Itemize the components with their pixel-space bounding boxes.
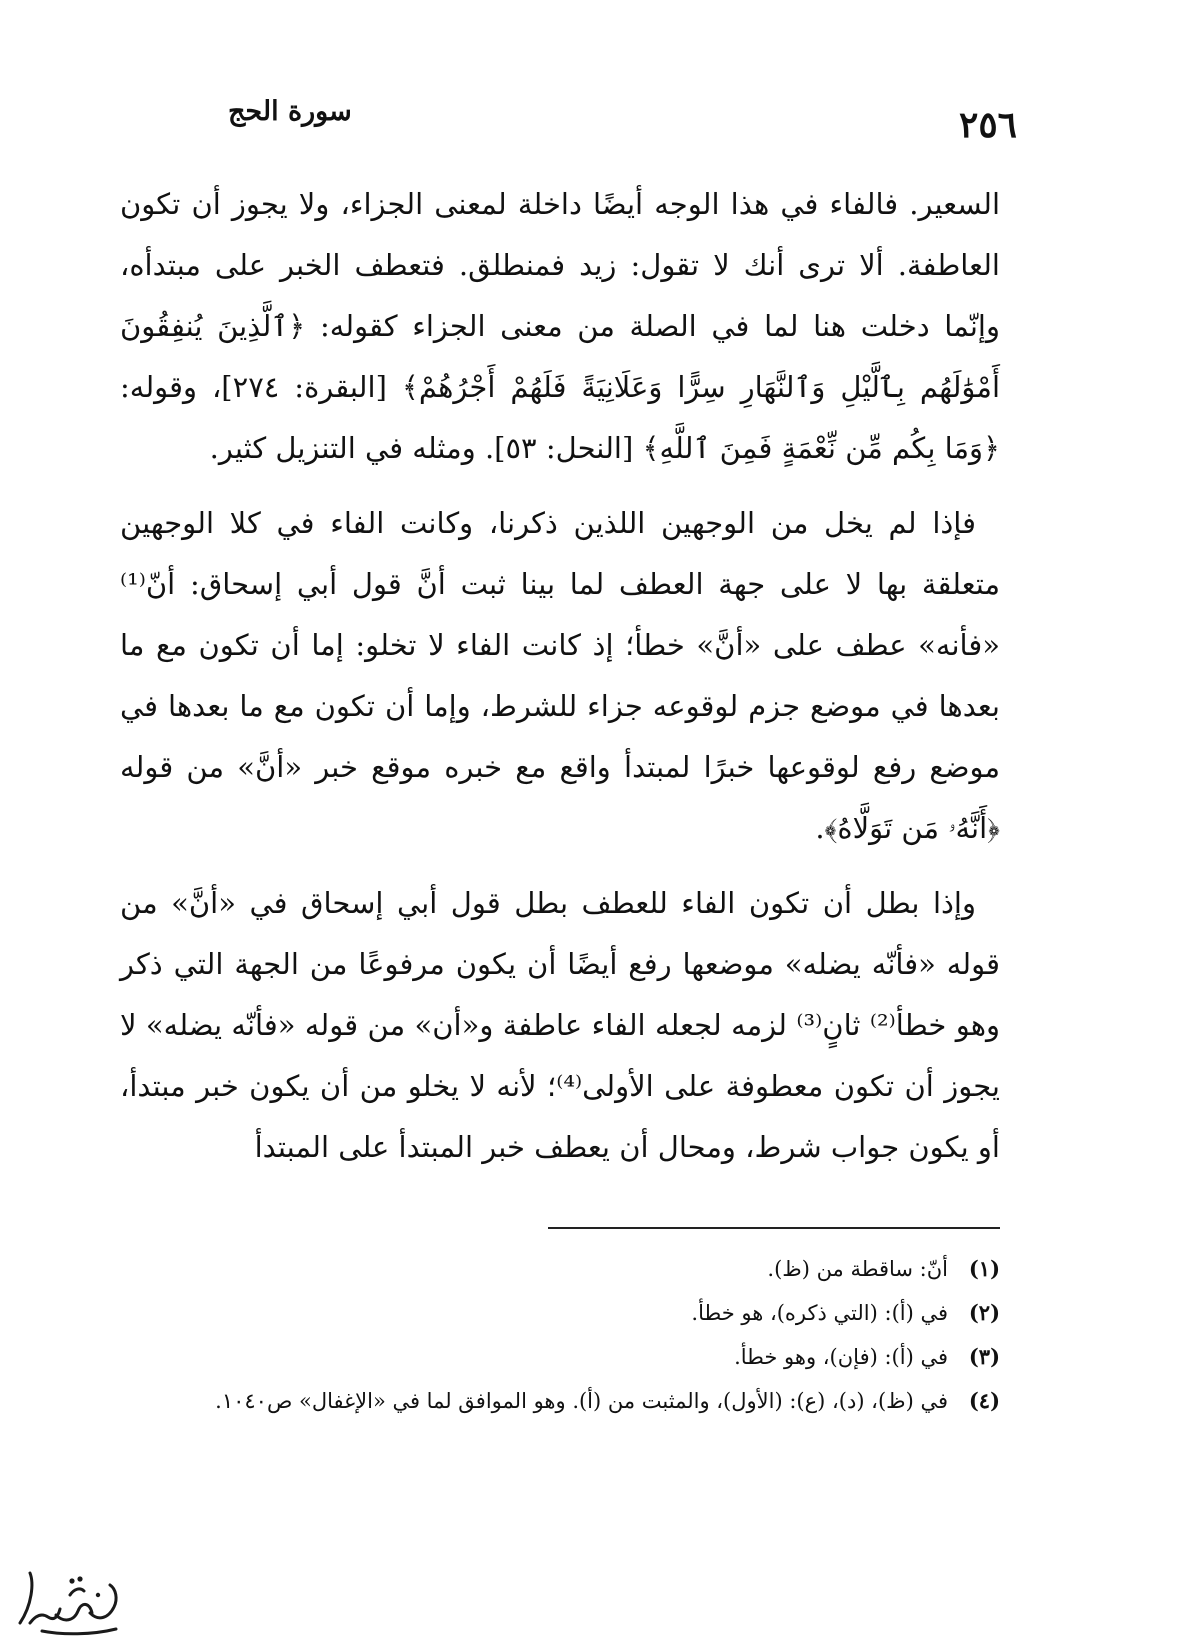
footnote-separator	[548, 1227, 1000, 1229]
footnote-text: أنّ: ساقطة من (ظ).	[767, 1257, 948, 1281]
footnote-number: (٤)	[968, 1388, 1000, 1413]
footnote-number: (١)	[968, 1256, 1000, 1281]
paragraph-3: وإذا بطل أن تكون الفاء للعطف بطل قول أبي إسحاق في «أنَّ» من قوله «فأنّه يضله» موضعها رفع أيضًا أن يكون مرفوعًا من الجهة التي ذكر وهو خطأ⁽²⁾ ثانٍ⁽³⁾ لزمه لجعله الفاء عاطفة و«أن» من قوله «فأنّه يضله» لا يجوز أن تكون معطوفة على الأولى⁽⁴⁾؛ لأنه لا يخلو من أن يكون خبر مبتدأ، أو يكون جواب شرط، ومحال أن يعطف خبر المبتدأ على المبتدأ	[120, 886, 1000, 1164]
footnote-2	[120, 1291, 1000, 1335]
library-logo-icon	[12, 1565, 124, 1639]
footnote-3	[120, 1335, 1000, 1379]
paragraph-2: فإذا لم يخل من الوجهين اللذين ذكرنا، وكانت الفاء في كلا الوجهين متعلقة بها لا على جهة العطف لما بينا ثبت أنَّ قول أبي إسحاق: أنّ⁽¹⁾ «فأنه» عطف على «أنَّ» خطأ؛ إذ كانت الفاء لا تخلو: إما أن تكون مع ما بعدها في موضع جزم لوقوعه جزاء للشرط، وإما أن تكون مع ما بعدها في موضع رفع لوقوعها خبرًا لمبتدأ واقع مع خبره موقع خبر «أنَّ» من قوله ﴿أَنَّهُۥ مَن تَوَلَّاهُ﴾.	[120, 506, 1000, 845]
paragraph-1: السعير. فالفاء في هذا الوجه أيضًا داخلة لمعنى الجزاء، ولا يجوز أن تكون العاطفة. ألا ترى أنك لا تقول: زيد فمنطلق. فتعطف الخبر على مبتدأه، وإنّما دخلت هنا لما في الصلة من معنى الجزاء كقوله: ﴿ٱلَّذِينَ يُنفِقُونَ أَمْوَٰلَهُم بِٱلَّيْلِ وَٱلنَّهَارِ سِرًّا وَعَلَانِيَةً فَلَهُمْ أَجْرُهُمْ﴾ [البقرة: ٢٧٤]، وقوله: ﴿وَمَا بِكُم مِّن نِّعْمَةٍ فَمِنَ ٱللَّهِ﴾ [النحل: ٥٣]. ومثله في التنزيل كثير.	[120, 187, 1000, 465]
running-header-title: سورة الحج	[228, 96, 352, 127]
footnotes	[120, 1247, 1000, 1423]
footnote-4	[120, 1379, 1000, 1423]
footnote-number: (٣)	[968, 1344, 1000, 1369]
footnote-text: في (ظ)، (د)، (ع): (الأول)، والمثبت من (أ). وهو الموافق لما في «الإغفال» ص١٠٤٠.	[215, 1389, 948, 1413]
footnote-number: (٢)	[968, 1300, 1000, 1325]
page-number: ٢٥٦	[958, 104, 1017, 146]
footnote-text: في (أ): (فإن)، وهو خطأ.	[734, 1345, 948, 1369]
footnote-1	[120, 1247, 1000, 1291]
main-text	[120, 174, 1000, 1178]
footnote-text: في (أ): (التي ذكره)، هو خطأ.	[691, 1301, 948, 1325]
